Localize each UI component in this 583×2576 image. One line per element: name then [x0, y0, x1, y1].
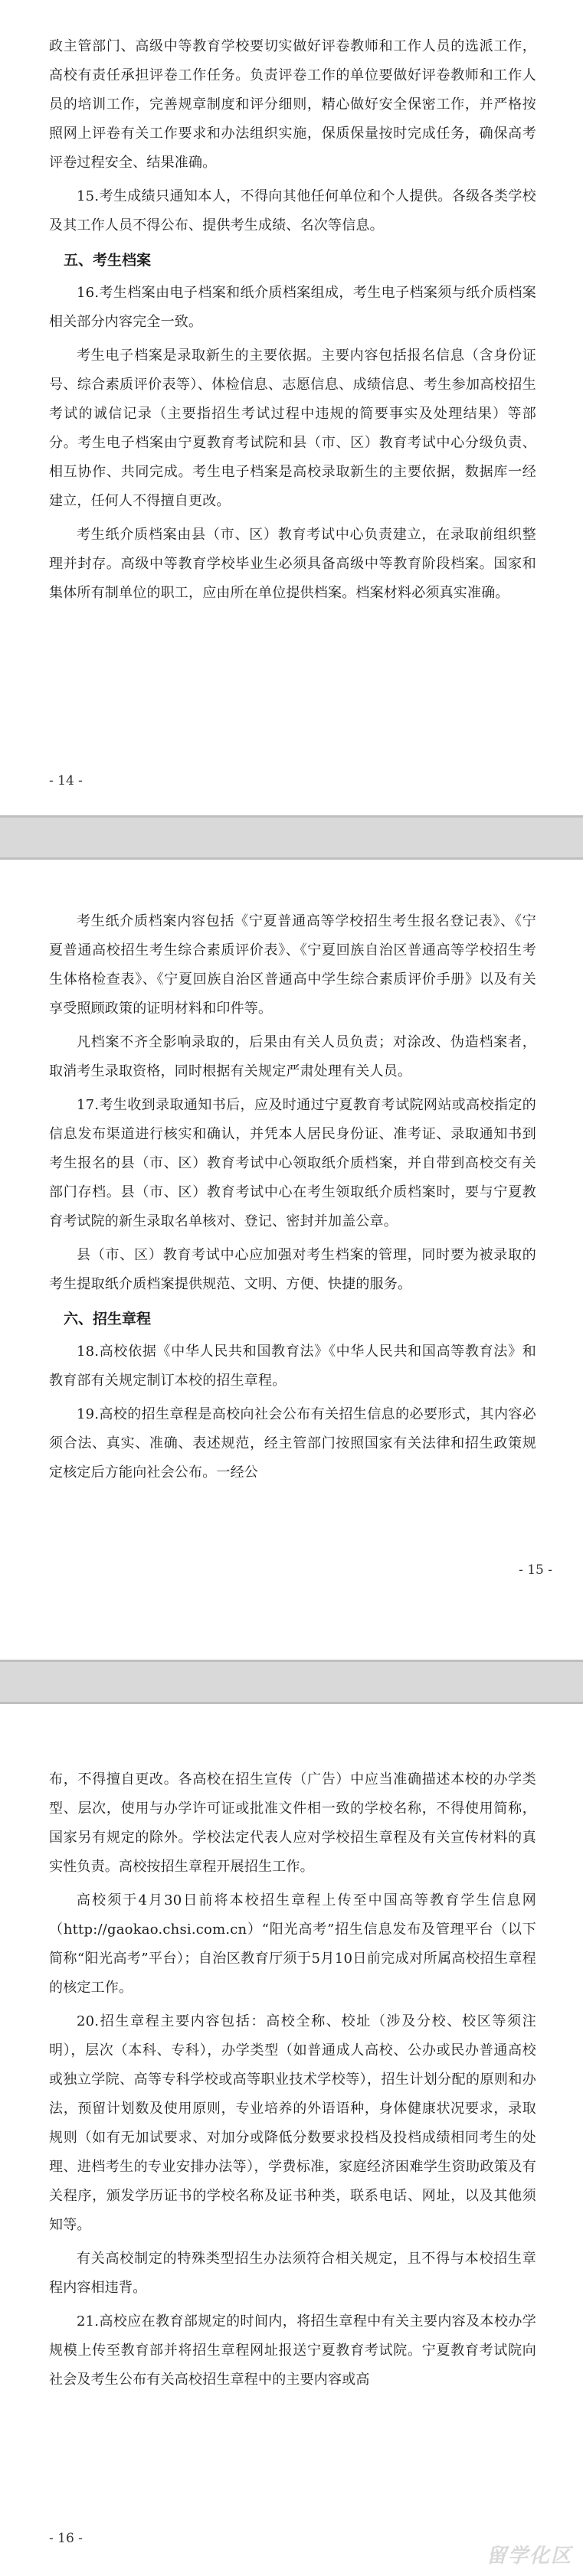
body-paragraph: 15.考生成绩只通知本人，不得向其他任何单位和个人提供。各级各类学校及其工作人员不得公布、提供考生成绩、名次等信息。	[49, 188, 536, 233]
body-paragraph: 16.考生档案由电子档案和纸介质档案组成，考生电子档案须与纸介质档案相关部分内容完全一致。	[49, 285, 536, 330]
body-paragraph: 考生纸介质档案由县（市、区）教育考试中心负责建立，在录取前组织整理并封存。高级中等教育学校毕业生必须具备高级中等教育阶段档案。国家和集体所有制单位的职工，应由所在单位提供档案。档案材料必须真实准确。	[49, 527, 536, 601]
page-number: - 14 -	[49, 773, 83, 788]
body-paragraph: 19.高校的招生章程是高校向社会公布有关招生信息的必要形式，其内容必须合法、真实、准确、表述规范，经主管部门按照国家有关法律和招生政策规定核定后方能向社会公布。一经公	[49, 1406, 536, 1481]
body-paragraph: 高校须于4月30日前将本校招生章程上传至中国高等教育学生信息网（http://gaokao.chsi.com.cn）“阳光高考”招生信息发布及管理平台（以下简称“阳光高考”平台）；自治区教育厅须于5月10日前完成对所属高校招生章程的核定工作。	[49, 1892, 536, 1996]
page-number: - 16 -	[49, 2531, 83, 2546]
body-paragraph: 20.招生章程主要内容包括：高校全称、校址（涉及分校、校区等须注明），层次（本科、专科），办学类型（如普通成人高校、公办或民办普通高校或独立学院、高等专科学校或高等职业技术学校等），招生计划分配的原则和办法，预留计划数及使用原则，专业培养的外语语种，身体健康状况要求，录取规则（如有无加试要求、对加分或降低分数要求投档及投档成绩相同考生的处理、进档考生的专业安排办法等），学费标准，家庭经济困难学生资助政策及有关程序，颁发学历证书的学校名称及证书种类，联系电话、网址，以及其他须知等。	[49, 2013, 536, 2233]
watermark-text: 留学化区	[486, 2544, 572, 2568]
body-paragraph: 18.高校依据《中华人民共和国教育法》《中华人民共和国高等教育法》和教育部有关规定制订本校的招生章程。	[49, 1344, 536, 1389]
body-paragraph: 县（市、区）教育考试中心应加强对考生档案的管理，同时要为被录取的考生提取纸介质档案提供规范、文明、方便、快捷的服务。	[49, 1247, 536, 1292]
body-paragraph: 21.高校应在教育部规定的时间内，将招生章程中有关主要内容及本校办学规模上传至教育部并将招生章程网址报送宁夏教育考试院。宁夏教育考试院向社会及考生公布有关高校招生章程中的主要内容或高	[49, 2313, 536, 2388]
body-paragraph: 17.考生收到录取通知书后，应及时通过宁夏教育考试院网站或高校指定的信息发布渠道进行核实和确认，并凭本人居民身份证、准考证、录取通知书到考生报名的县（市、区）教育考试中心领取纸介质档案，并自带到高校交有关部门存档。县（市、区）教育考试中心在考生领取纸介质档案时，要与宁夏教育考试院的新生录取名单核对、登记、密封并加盖公章。	[49, 1097, 536, 1229]
document-page-16	[0, 1704, 583, 2576]
section-heading: 五、考生档案	[64, 252, 152, 269]
body-paragraph: 考生电子档案是录取新生的主要依据。主要内容包括报名信息（含身份证号、综合素质评价表等）、体检信息、志愿信息、成绩信息、考生参加高校招生考试的诚信记录（主要指招生考试过程中违规的简要事实及处理结果）等部分。考生电子档案由宁夏教育考试院和县（市、区）教育考试中心分级负责、相互协作、共同完成。考生电子档案是高校录取新生的主要依据，数据库一经建立，任何人不得擅自更改。	[49, 348, 536, 509]
body-paragraph: 考生纸介质档案内容包括《宁夏普通高等学校招生考生报名登记表》、《宁夏普通高校招生考生综合素质评价表》、《宁夏回族自治区普通高等学校招生考生体格检查表》、《宁夏回族自治区普通高中学生综合素质评价手册》以及有关享受照顾政策的证明材料和印件等。	[49, 913, 536, 1017]
document-page-15	[0, 860, 583, 1660]
body-paragraph: 布，不得擅自更改。各高校在招生宣传（广告）中应当准确描述本校的办学类型、层次，使用与办学许可证或批准文件相一致的学校名称，不得使用简称，国家另有规定的除外。学校法定代表人应对学校招生章程及有关宣传材料的真实性负责。高校按招生章程开展招生工作。	[49, 1771, 536, 1875]
body-paragraph: 政主管部门、高级中等教育学校要切实做好评卷教师和工作人员的选派工作，高校有责任承担评卷工作任务。负责评卷工作的单位要做好评卷教师和工作人员的培训工作，完善规章制度和评分细则，精心做好安全保密工作，并严格按照网上评卷有关工作要求和办法组织实施，保质保量按时完成任务，确保高考评卷过程安全、结果准确。	[49, 38, 536, 171]
body-paragraph: 凡档案不齐全影响录取的，后果由有关人员负责；对涂改、伪造档案者，取消考生录取资格，同时根据有关规定严肃处理有关人员。	[49, 1034, 536, 1079]
site-watermark-logo	[457, 2536, 572, 2571]
section-heading: 六、招生章程	[64, 1311, 152, 1327]
document-page-14	[0, 0, 583, 815]
page-number: - 15 -	[519, 1562, 552, 1578]
body-paragraph: 有关高校制定的特殊类型招生办法须符合相关规定，且不得与本校招生章程内容相违背。	[49, 2251, 536, 2296]
page-separator	[0, 815, 583, 860]
page-body	[49, 1765, 536, 2399]
page-body	[49, 32, 536, 612]
page-body	[49, 907, 536, 1492]
page-separator	[0, 1660, 583, 1704]
